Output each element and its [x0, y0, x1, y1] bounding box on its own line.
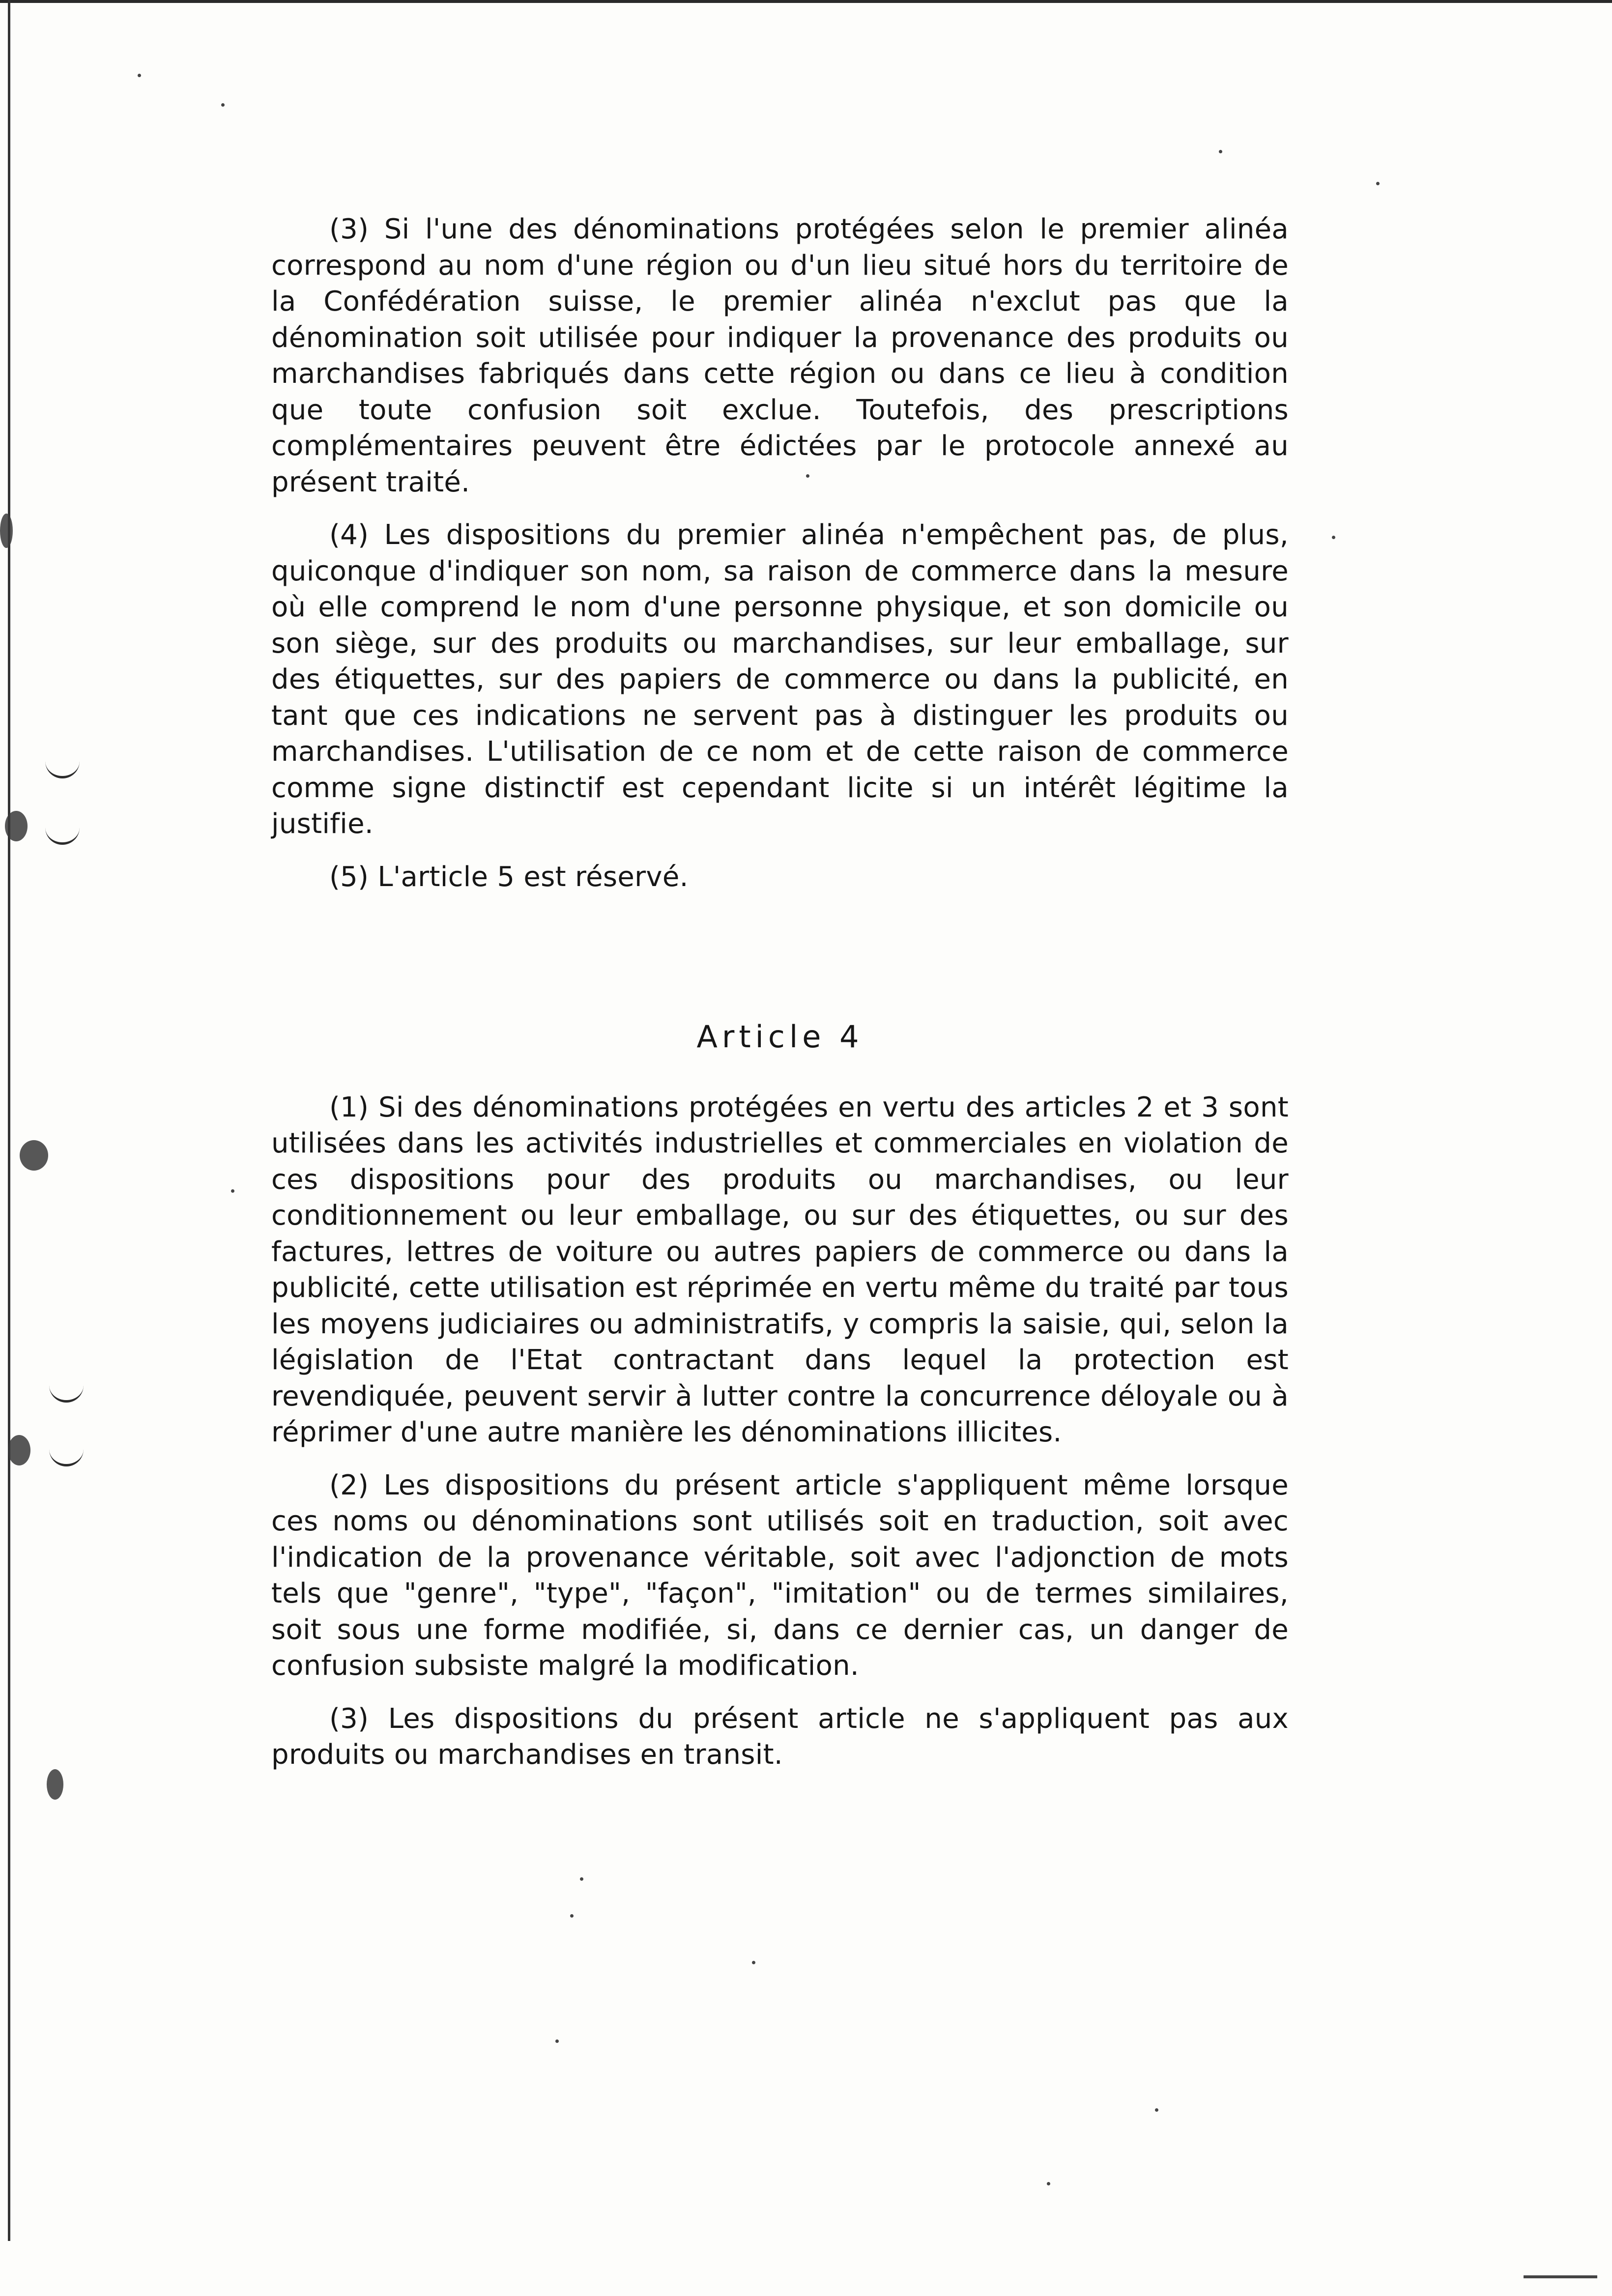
top-scan-edge [0, 0, 1612, 3]
punch-hole-mark [49, 1447, 84, 1466]
scan-speck [221, 103, 225, 107]
article-4-paragraph-3: (3) Les dispositions du présent article ne s'appliquent pas aux produits ou marchandises en transit. [271, 1702, 1289, 1771]
ink-blot [47, 1769, 63, 1800]
scan-speck [1047, 2182, 1050, 2185]
paragraph-5: (5) L'article 5 est réservé. [329, 861, 689, 893]
scan-speck [1219, 150, 1222, 153]
punch-hole-mark [45, 759, 80, 778]
ink-blot [8, 1435, 30, 1465]
paragraph-3: (3) Si l'une des dénominations protégées selon le premier alinéa correspond au nom d'une région ou d'un lieu situé hors du territoire de la Confédération suisse, le premier alinéa n'exclut pas que la dénomination soit utilisée pour indiquer la provenance des produits ou marchandises fabriqués dans cette région ou dans ce lieu à condition que toute confusion soit exclue. Toutefois, des prescriptions complémentaires peuvent être édictées par le protocole annexé au présent traité. [271, 213, 1289, 498]
paragraph-4: (4) Les dispositions du premier alinéa n'empêchent pas, de plus, quiconque d'indiquer son nom, sa raison de commerce dans la mesure où elle comprend le nom d'une personne physique, et son domicile ou son siège, sur des produits ou marchandises, sur leur emballage, sur des étiquettes, sur des papiers de commerce ou dans la publicité, en tant que ces indications ne servent pas à distinguer les produits ou marchandises. L'utilisation de ce nom et de cette raison de commerce comme signe distinctif est cependant licite si un intérêt légitime la justifie. [271, 519, 1289, 840]
scan-speck [580, 1877, 583, 1881]
scan-speck [231, 1189, 234, 1193]
ink-blot [5, 811, 28, 841]
footer-scan-mark [1524, 2275, 1597, 2278]
ink-blot [0, 514, 13, 548]
article-heading: Article 4 [696, 1019, 864, 1055]
punch-hole-mark [45, 826, 80, 845]
scan-speck [138, 74, 141, 77]
scan-speck [752, 1961, 755, 1964]
scan-speck [570, 1914, 574, 1918]
punch-hole-mark [49, 1383, 84, 1403]
scan-speck [1332, 536, 1335, 539]
scan-speck [1155, 2108, 1158, 2112]
document-body [271, 211, 1289, 1790]
binding-edge-line [8, 0, 10, 2241]
scan-speck [1376, 182, 1380, 185]
scan-speck [555, 2039, 559, 2043]
ink-blot [20, 1140, 48, 1171]
article-4-paragraph-1: (1) Si des dénominations protégées en vertu des articles 2 et 3 sont utilisées dans les activités industrielles et commerciales en violation de ces dispositions pour des produits ou marchandises, ou leur conditionnement ou leur emballage, ou sur des étiquettes, ou sur des factures, lettres de voiture ou autres papiers de commerce ou dans la publicité, cette utilisation est réprimée en vertu même du traité par tous les moyens judiciaires ou administratifs, y compris la saisie, qui, selon la législation de l'Etat contractant dans lequel la protection est revendiquée, peuvent servir à lutter contre la concurrence déloyale ou à réprimer d'une autre manière les dénominations illicites. [271, 1091, 1289, 1448]
article-4-paragraph-2: (2) Les dispositions du présent article s'appliquent même lorsque ces noms ou dénominations sont utilisés soit en traduction, soit avec l'indication de la provenance véritable, soit avec l'adjonction de mots tels que "genre", "type", "façon", "imitation" ou de termes similaires, soit sous une forme modifiée, si, dans ce dernier cas, un danger de confusion subsiste malgré la modification. [271, 1469, 1289, 1682]
